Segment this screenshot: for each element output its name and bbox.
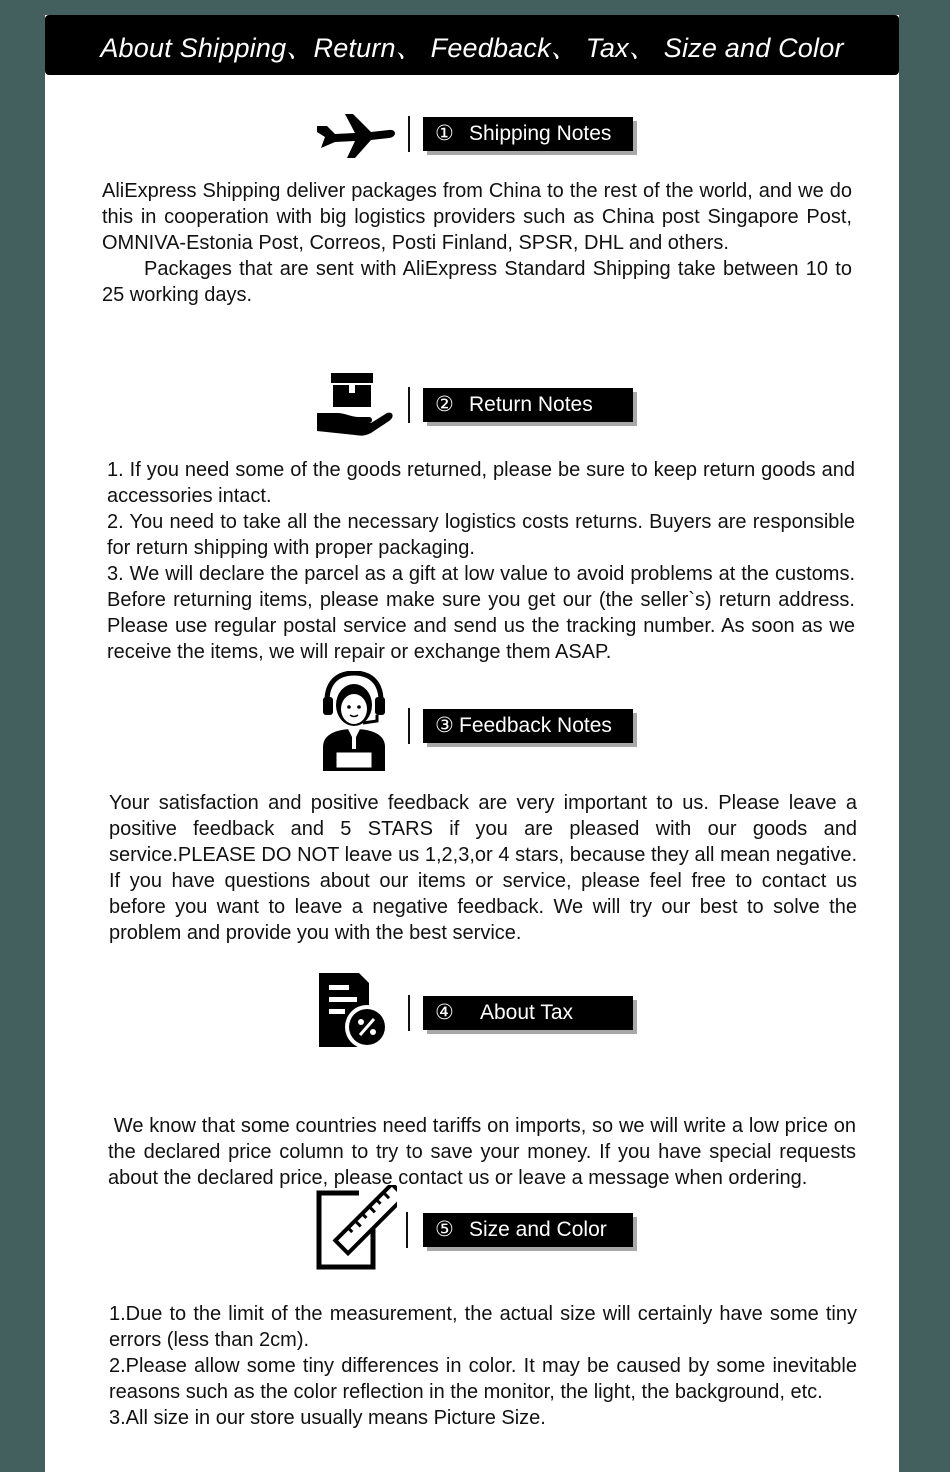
size-line-1: 1.Due to the limit of the measurement, the actual size will certainly have some tiny errors (less than 2cm). xyxy=(109,1303,857,1351)
tax-tag xyxy=(423,996,633,1030)
tax-document-icon xyxy=(317,971,389,1049)
size-tag xyxy=(423,1213,633,1247)
box-in-hand-icon xyxy=(315,371,393,437)
feedback-tag xyxy=(423,709,633,743)
feedback-title: Feedback Notes xyxy=(459,714,612,737)
shipping-divider xyxy=(408,116,410,152)
top-banner xyxy=(45,15,899,75)
shipping-line-2: Packages that are sent with AliExpress Standard Shipping take between 10 to 25 working days. xyxy=(102,258,852,306)
tax-number: ④ xyxy=(435,1001,454,1024)
shipping-tag xyxy=(423,117,633,151)
return-line-1: 1. If you need some of the goods returned, please be sure to keep return goods and accessories intact. xyxy=(107,459,855,507)
feedback-number: ③ xyxy=(435,714,454,737)
size-number: ⑤ xyxy=(435,1218,454,1241)
return-divider xyxy=(408,387,410,423)
size-text xyxy=(109,1301,857,1431)
shipping-title: Shipping Notes xyxy=(469,122,612,145)
size-title: Size and Color xyxy=(469,1218,607,1241)
return-text xyxy=(107,457,855,665)
return-line-3: 3. We will declare the parcel as a gift at low value to avoid problems at the customs. Before returning items, please make sure you get our (the seller`s) return address. Please use regular postal service and send us the tracking number. As soon as we receive the items, we will repair or exchange them ASAP. xyxy=(107,563,855,663)
airplane-icon xyxy=(315,112,397,160)
return-number: ② xyxy=(435,393,454,416)
feedback-line-1: Your satisfaction and positive feedback are very important to us. Please leave a positive feedback and 5 STARS if you are pleased with our goods and service.PLEASE DO NOT leave us 1,2,3,or 4 stars, because they all mean negative. If you have questions about our items or service, please feel free to contact us before you want to leave a negative feedback. We will try our best to solve the problem and provide you with the best service. xyxy=(109,792,857,944)
shipping-text xyxy=(102,178,852,308)
shipping-line-1: AliExpress Shipping deliver packages from China to the rest of the world, and we do this in cooperation with big logistics providers such as China post Singapore Post, OMNIVA-Estonia Post, Correos, Posti Finland, SPSR, DHL and others. xyxy=(102,180,852,254)
size-divider xyxy=(406,1212,408,1248)
size-line-3: 3.All size in our store usually means Picture Size. xyxy=(109,1407,546,1429)
feedback-divider xyxy=(408,708,410,744)
support-agent-icon xyxy=(321,671,387,775)
return-tag xyxy=(423,388,633,422)
tax-divider xyxy=(408,995,410,1031)
banner-title: About Shipping、Return、 Feedback、 Tax、 Size and Color xyxy=(100,32,844,63)
tax-line-1: We know that some countries need tariffs on imports, so we will write a low price on the declared price column to try to save your money. If you have special requests about the declared price, please contact us or leave a message when ordering. xyxy=(108,1115,862,1189)
return-title: Return Notes xyxy=(469,393,593,416)
info-page xyxy=(45,15,899,1472)
shipping-number: ① xyxy=(435,122,454,145)
return-line-2: 2. You need to take all the necessary logistics costs returns. Buyers are responsible for return shipping with proper packaging. xyxy=(107,511,855,559)
tax-title: About Tax xyxy=(480,1001,574,1024)
feedback-text xyxy=(109,790,857,946)
size-line-2: 2.Please allow some tiny differences in color. It may be caused by some inevitable reasons such as the color reflection in the monitor, the light, the background, etc. xyxy=(109,1355,857,1403)
ruler-pencil-icon xyxy=(315,1185,397,1271)
